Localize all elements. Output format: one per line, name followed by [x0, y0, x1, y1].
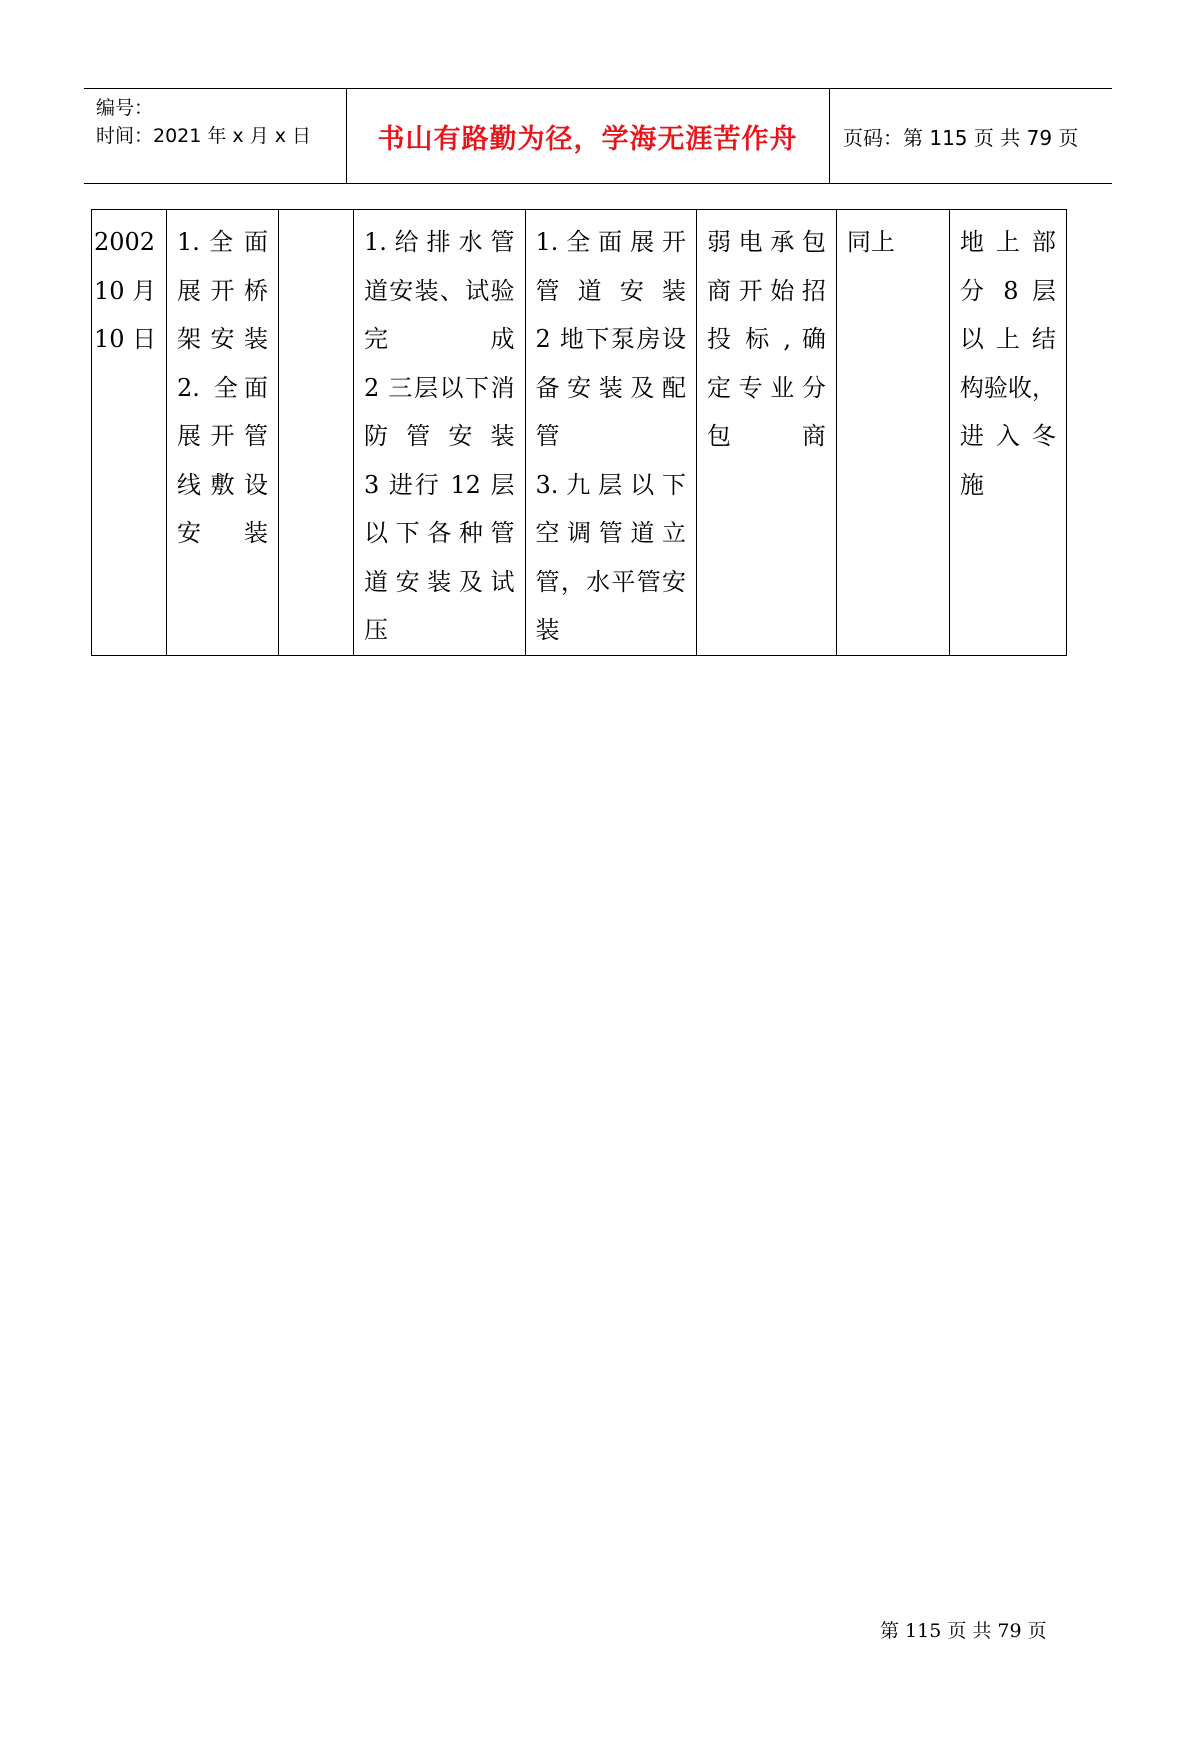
- cell-text-line: 分 8 层: [959, 276, 1056, 305]
- cell-text-line: 1. 全 面: [177, 228, 268, 256]
- header-meta-cell: [84, 89, 347, 183]
- cell-text-line: 完成: [364, 325, 515, 353]
- cell-text-line: 空 调 管 道 立: [535, 519, 687, 547]
- cell-text-line: 管，水平管安: [535, 567, 687, 596]
- header-motto: 书山有路勤为径，学海无涯苦作舟: [377, 123, 798, 155]
- schedule-table: [91, 209, 1067, 656]
- cell-text-line: 展 开 桥: [177, 276, 268, 305]
- bridge-pipe-work-cell: [167, 210, 279, 656]
- cell-text-line: 10 日: [94, 325, 157, 353]
- same-as-above-cell: [836, 210, 949, 656]
- structure-acceptance-cell: [949, 210, 1066, 656]
- cell-text-line: 构验收，: [959, 373, 1056, 402]
- cell-text-line: 投 标 , 确: [707, 325, 826, 353]
- cell-text-line: 展 开 管: [177, 422, 268, 450]
- cell-text-line: 弱 电 承 包: [707, 228, 826, 256]
- date-cell: [92, 210, 167, 656]
- cell-text-line: 装: [535, 616, 560, 644]
- cell-text-line: 进 入 冬: [959, 422, 1056, 450]
- empty-cell: [279, 210, 354, 656]
- header-motto-cell: [346, 89, 830, 183]
- cell-text-line: 压: [364, 616, 388, 644]
- cell-text-line: 以 下 各 种 管: [364, 519, 515, 547]
- cell-text-line: 商 开 始 招: [707, 276, 826, 305]
- cell-text-line: 2. 全面: [177, 373, 268, 402]
- cell-text-line: 3 进行 12 层: [364, 470, 515, 499]
- cell-text-line: 管道安装: [535, 276, 687, 305]
- cell-text-line: 10 月: [94, 276, 157, 305]
- cell-text-line: 1. 给 排 水 管: [364, 228, 515, 256]
- cell-text-line: 2002: [94, 228, 156, 256]
- header-page-cell: [829, 89, 1112, 183]
- cell-text-line: 架安装: [177, 325, 268, 353]
- page-footer: 第 115 页 共 79 页: [880, 1620, 1047, 1642]
- cell-text-line: 防管安装: [364, 422, 515, 450]
- header-page-number: 页码：第 115 页 共 79 页: [843, 125, 1079, 150]
- cell-text-line: 定 专 业 分: [707, 373, 826, 402]
- cell-text-line: 2 地下泵房设: [535, 325, 687, 353]
- table-row: [92, 210, 1067, 656]
- cell-text-line: 道安装、试验: [364, 276, 515, 305]
- cell-text-line: 安装: [177, 519, 268, 547]
- low-voltage-cell: [697, 210, 837, 656]
- cell-text-line: 施: [959, 470, 984, 499]
- cell-text-line: 以 上 结: [959, 325, 1056, 353]
- document-number-label: 编号：: [96, 97, 154, 119]
- cell-text-line: 3. 九 层 以 下: [535, 470, 687, 499]
- cell-text-line: 2 三层以下消: [364, 373, 515, 402]
- cell-text-line: 线 敷 设: [177, 470, 268, 499]
- cell-text-line: 同上: [846, 228, 895, 256]
- page-header: [84, 88, 1112, 184]
- cell-text-line: 包商: [707, 422, 826, 450]
- document-time-label: 时间：2021 年 x 月 x 日: [96, 125, 312, 147]
- cell-text-line: 1. 全 面 展 开: [535, 228, 687, 256]
- cell-text-line: 备 安 装 及 配: [535, 373, 687, 402]
- cell-text-line: 地 上 部: [959, 228, 1056, 256]
- cell-text-line: 道 安 装 及 试: [364, 567, 515, 596]
- plumbing-work-cell: [354, 210, 526, 656]
- hvac-work-cell: [525, 210, 697, 656]
- cell-text-line: 管: [535, 422, 560, 450]
